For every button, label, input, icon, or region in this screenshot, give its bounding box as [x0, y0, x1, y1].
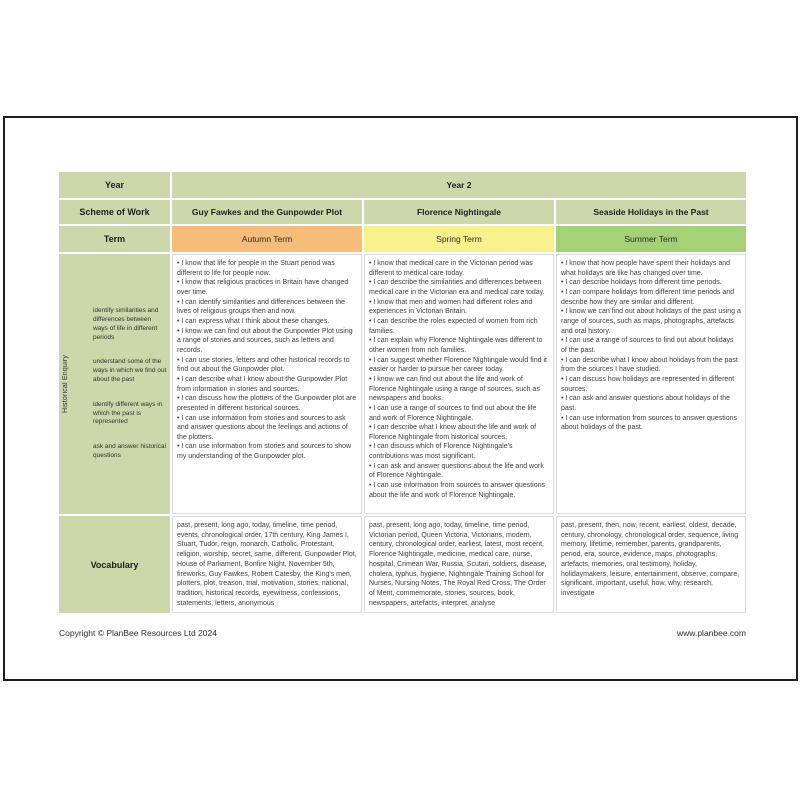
- list-item: • I can describe what I know about the Gunpowder Plot from information in stories and sources.: [177, 375, 348, 393]
- row-label-vocabulary: Vocabulary: [59, 516, 170, 613]
- scheme-table: [59, 172, 746, 613]
- list-item: • I can use information from sources to answer questions about holidays of the past.: [561, 414, 737, 432]
- term-cell-spring: Spring Term: [364, 226, 554, 252]
- scheme-of-work-page: [3, 116, 798, 681]
- list-item: • I can explain why Florence Nightingale was different to other women from rich families.: [369, 337, 543, 354]
- list-item: • I can describe what I know about the life and work of Florence Nightingale from historical sources.: [369, 424, 537, 441]
- list-item: • I know that life for people in the Stuart period was different to life for people now.: [177, 260, 335, 277]
- enquiry-objectives-list: [93, 254, 167, 514]
- list-item: • I can describe what I know about holidays from the past from the sources I have studied.: [561, 356, 738, 374]
- vocabulary-cell-autumn: past, present, long ago, today, timeline, time period, events, chronological order, 17th century, King James I, Stuart, Tudor, reign, monarch, Catholic, Protestant, religion, worship, secret, same, different, Gunpowder Plot, House of Parliament, Bonfire Night, November 5th, fireworks, Guy Fawkes, Robert Catesby, the King's men, plotters, plot, treason, trial, motivation, stories, national, tradition, historical records, eyewitness, confessions, statements, letters, anonymous: [172, 516, 362, 613]
- list-item: • I can discuss how the plotters of the Gunpowder plot are presented in different historical sources.: [177, 395, 357, 412]
- row-label-year: Year: [59, 172, 170, 198]
- term-cell-summer: Summer Term: [556, 226, 746, 252]
- term-cell-autumn: Autumn Term: [172, 226, 362, 252]
- list-item: understand some of the ways in which we find out about the past: [93, 358, 167, 383]
- list-item: • I know that medical care in the Victorian period was different to medical care today.: [369, 260, 533, 277]
- vocabulary-cell-summer: past, present, then, now, recent, earliest, oldest, decade, century, chronology, chronological order, sequence, living memory, lifetime, remember, parents, grandparents, period, era, source, evidence, maps, photographs, artefacts, memories, oral testimony, holiday, holidaymakers, leisure, entertainment, observe, compare, significant, important, useful, how, why, research, investigate: [556, 516, 746, 613]
- objectives-cell-summer: [556, 254, 746, 514]
- list-item: • I know that religious practices in Britain have changed over time.: [177, 279, 349, 296]
- list-item: • I can compare holidays from different time periods and describe how they are similar and different.: [561, 288, 735, 306]
- copyright-text: Copyright © PlanBee Resources Ltd 2024: [59, 628, 217, 638]
- list-item: • I know we can find out about the life and work of Florence Nightingale using a range of sources, such as newspapers and books.: [369, 375, 540, 403]
- website-link[interactable]: www.planbee.com: [677, 628, 746, 638]
- year-value-cell: Year 2: [172, 172, 746, 198]
- list-item: • I can ask and answer questions about the life and work of Florence Nightingale.: [369, 462, 544, 480]
- objectives-cell-autumn: [172, 254, 362, 514]
- scheme-title-summer: Seaside Holidays in the Past: [556, 200, 746, 224]
- list-item: • I know we can find out about holidays of the past using a range of sources, such as maps, photographs, artefacts and oral history.: [561, 308, 741, 335]
- historical-enquiry-vertical-label: Historical Enquiry: [62, 354, 69, 414]
- page-footer: [59, 628, 746, 638]
- scheme-title-autumn: Guy Fawkes and the Gunpowder Plot: [172, 200, 362, 224]
- scheme-title-spring: Florence Nightingale: [364, 200, 554, 224]
- list-item: ask and answer historical questions: [93, 443, 166, 459]
- list-item: • I can discuss how holidays are represented in different sources.: [561, 375, 735, 393]
- list-item: • I can use a range of sources to find out about holidays of the past.: [561, 337, 734, 354]
- list-item: • I know we can find out about the Gunpowder Plot using a range of stories and sources, such as letters and records.: [177, 327, 353, 354]
- list-item: • I can describe the similarities and differences between medical care in the Victorian era and medical care today.: [369, 279, 545, 296]
- row-label-scheme-of-work: Scheme of Work: [59, 200, 170, 224]
- list-item: • I can describe the roles expected of women from rich families.: [369, 317, 538, 335]
- list-item: identify similarities and differences between ways of life in different periods: [93, 307, 159, 341]
- list-item: • I can suggest whether Florence Nightingale would find it easier or harder to pursue her career today.: [369, 356, 547, 374]
- list-item: • I can ask and answer questions about holidays of the past.: [561, 395, 731, 412]
- list-item: • I can describe holidays from different time periods.: [561, 279, 722, 287]
- list-item: • I can identify similarities and differences between the lives of religious groups then and now.: [177, 298, 346, 316]
- list-item: • I can use a range of sources to find out about the life and work of Florence Nightingale.: [369, 404, 537, 422]
- row-label-term: Term: [59, 226, 170, 252]
- vocabulary-cell-spring: past, present, long ago, today, timeline, time period, Victorian period, Queen Victoria, Victorians, modern, century, chronological order, earliest, latest, most recent, Florence Nightingale, medicine, medical care, nurse, hospital, Crimean War, Russia, Scutari, soldiers, disease, cholera, typhus, hygiene, Nightingale Training School for Nurses, Nursing Notes, The Royal Red Cross, The Order of Merit, commemorate, stories, sources, book, newspapers, artefacts, interpret, analyse: [364, 516, 554, 613]
- list-item: • I can use information from stories and sources to show my understanding of the Gunpowder plot.: [177, 443, 352, 461]
- objectives-cell-spring: [364, 254, 554, 514]
- list-item: • I can express what I think about these changes.: [177, 317, 330, 325]
- list-item: • I can use information from stories and sources to ask and answer questions about the feelings and actions of the plotters.: [177, 414, 348, 441]
- list-item: • I can discuss which of Florence Nightingale's contributions was most significant.: [369, 443, 513, 461]
- list-item: • I know that men and women had different roles and experiences in Victorian Britain.: [369, 298, 533, 316]
- historical-enquiry-cell: [59, 254, 170, 514]
- list-item: identify different ways in which the past is represented: [93, 400, 163, 426]
- list-item: • I know that how people have spent their holidays and what holidays are like has changed over time.: [561, 260, 731, 277]
- list-item: • I can use stories, letters and other historical records to find out about the Gunpowder plot.: [177, 356, 350, 374]
- list-item: • I can use information from sources to answer questions about the life and work of Florence Nightingale.: [369, 482, 545, 499]
